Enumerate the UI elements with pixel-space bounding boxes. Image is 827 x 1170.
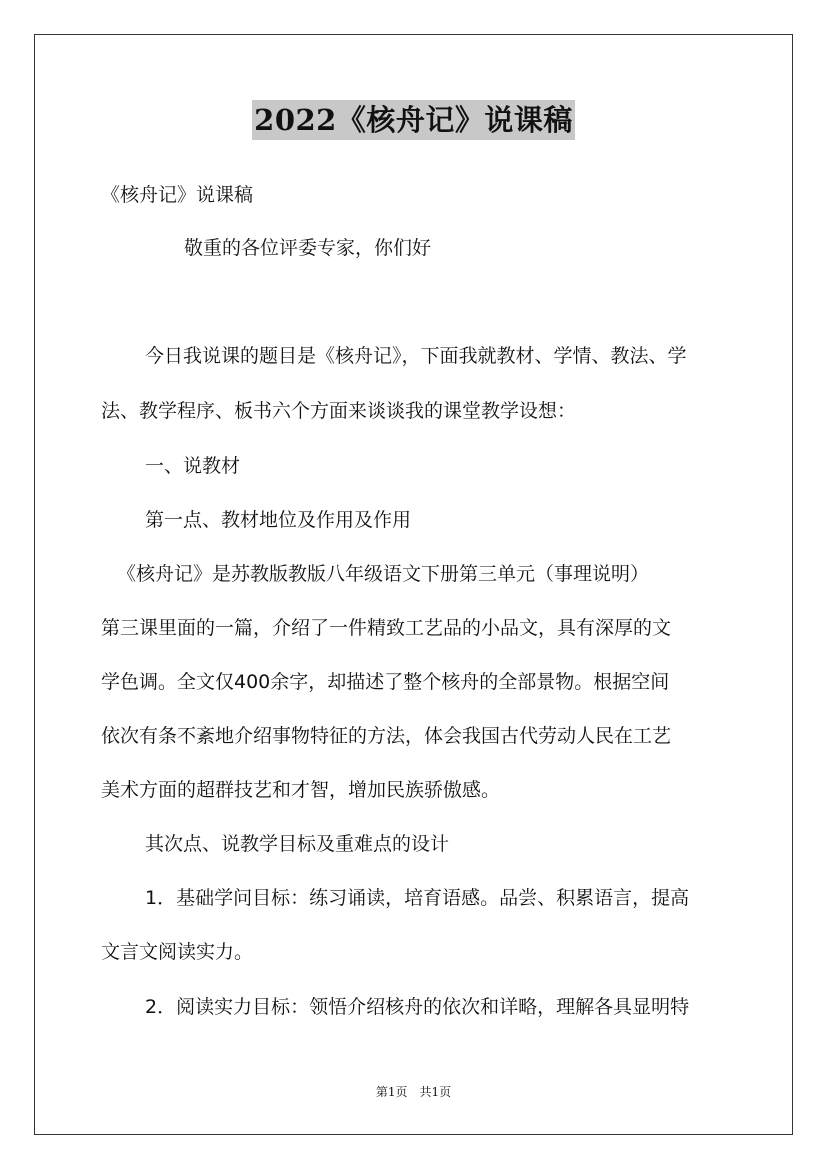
paragraph-line: 今日我说课的题目是《核舟记》，下面我就教材、学情、教法、学 xyxy=(145,345,687,367)
paragraph-line: 法、教学程序、板书六个方面来谈谈我的课堂教学设想： xyxy=(101,400,577,422)
paragraph-line: 《核舟记》是苏教版教版八年级语文下册第三单元（事理说明） xyxy=(117,563,650,585)
title-container xyxy=(0,100,827,140)
paragraph-line: 文言文阅读实力。 xyxy=(101,941,254,963)
paragraph-line: 1．基础学问目标：练习诵读，培育语感。品尝、积累语言，提高 xyxy=(145,887,690,909)
paragraph-line: 第三课里面的一篇，介绍了一件精致工艺品的小品文，具有深厚的文 xyxy=(101,617,672,639)
greeting: 敬重的各位评委专家，你们好 xyxy=(184,237,432,259)
paragraph-line: 美术方面的超群技艺和才智，增加民族骄傲感。 xyxy=(101,779,501,801)
section-heading: 一、说教材 xyxy=(145,455,241,477)
subsection-heading: 其次点、说教学目标及重难点的设计 xyxy=(145,833,450,855)
page-footer: 第1页 共1页 xyxy=(375,1085,452,1099)
subsection-heading: 第一点、教材地位及作用及作用 xyxy=(145,509,412,531)
paragraph-line: 依次有条不紊地介绍事物特征的方法，体会我国古代劳动人民在工艺 xyxy=(101,725,672,747)
subtitle: 《核舟记》说课稿 xyxy=(101,184,254,206)
paragraph-line: 2．阅读实力目标：领悟介绍核舟的依次和详略，理解各具显明特 xyxy=(145,996,690,1018)
paragraph-line: 学色调。全文仅400余字，却描述了整个核舟的全部景物。根据空间 xyxy=(101,671,670,693)
document-title: 2022《核舟记》说课稿 xyxy=(252,100,575,140)
